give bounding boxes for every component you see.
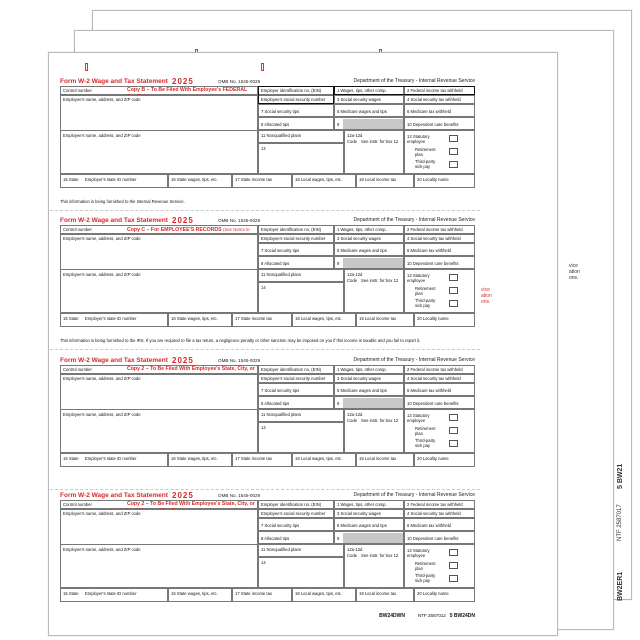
box-12-code-label: Code — [347, 418, 358, 423]
perforation-line — [50, 210, 480, 211]
employee-name-label: Employee's name, address, and ZIP code — [63, 412, 141, 417]
box-12-label: 12a-12d — [347, 133, 363, 138]
department: Department of the Treasury - Internal Revenue Service — [353, 492, 475, 498]
w2-copy-3 — [60, 357, 475, 485]
ssn-box[interactable] — [258, 509, 334, 518]
box-6-label: 6 Medicare tax withheld — [407, 388, 451, 393]
box-17-label: 17 State income tax — [235, 177, 273, 182]
ein-label: Employer identification no. (EIN) — [261, 88, 322, 93]
box-18-label: 18 Local wages, tips, etc. — [295, 591, 343, 596]
box-4[interactable] — [404, 374, 475, 383]
box-16[interactable] — [168, 313, 232, 327]
form-codes — [458, 478, 475, 484]
employer-name-label: Employee's name, address, and ZIP code — [63, 376, 141, 381]
box-18[interactable] — [292, 313, 356, 327]
control-number-label: Control number — [63, 502, 92, 507]
box-16-label: 16 State wages, tips, etc. — [171, 591, 218, 596]
registration-mark — [261, 63, 264, 71]
box-12[interactable] — [344, 409, 404, 453]
box-16[interactable] — [168, 588, 232, 602]
box-6-label: 6 Medicare tax withheld — [407, 248, 451, 253]
box-4-label: 4 Social security tax withheld — [407, 511, 461, 516]
box-3-label: 3 Social security wages — [337, 376, 381, 381]
box-3[interactable] — [334, 509, 404, 518]
box-4[interactable] — [404, 509, 475, 518]
box-19[interactable] — [356, 313, 414, 327]
box-15-label: 15 State — [63, 591, 79, 596]
copy-title-text: Copy B – To Be Filed With Employee's FEDERAL — [127, 87, 248, 93]
form-title: Form W-2 Wage and Tax Statement — [60, 492, 168, 499]
box-4-label: 4 Social security tax withheld — [407, 236, 461, 241]
edge-text-line: ation — [569, 269, 580, 275]
box-4[interactable] — [404, 95, 475, 104]
box-6[interactable] — [404, 383, 475, 396]
box-7-label: 7 Social security tips — [261, 523, 300, 528]
box-9 — [334, 117, 404, 130]
statutory-employee-checkbox[interactable] — [449, 274, 458, 281]
edge-text-line: ons. — [569, 275, 579, 281]
control-number-label: Control number — [63, 88, 92, 93]
retirement-plan-checkbox[interactable] — [449, 148, 458, 155]
box-2-label: 2 Federal income tax withheld — [407, 88, 463, 93]
box-6[interactable] — [404, 104, 475, 117]
box-10-label: 10 Dependent care benefits — [407, 401, 459, 406]
w2-copy-2 — [60, 217, 475, 345]
w2-copy-4 — [60, 492, 475, 620]
form-footer: This information is being furnished to the IRS. If you are required to file a tax return, a negligence penalty or other sanction may be imposed on you if this income is taxable and you fail to report it. — [60, 338, 421, 343]
box-1[interactable] — [334, 365, 404, 374]
box-16[interactable] — [168, 453, 232, 467]
box-13-label: 13 Statutory employee — [407, 134, 430, 144]
retirement-plan-checkbox[interactable] — [449, 287, 458, 294]
box-2[interactable] — [404, 225, 475, 234]
shaded-area — [343, 258, 403, 268]
box-10-label: 10 Dependent care benefits — [407, 122, 459, 127]
ssn-label: Employee's social security number — [261, 376, 326, 381]
box-13 — [404, 130, 475, 174]
box-3[interactable] — [334, 234, 404, 243]
box-5[interactable] — [334, 383, 404, 396]
box-12-code-label: Code — [347, 139, 358, 144]
box-7-label: 7 Social security tips — [261, 388, 300, 393]
state-id-label: Employer's state ID number — [85, 456, 137, 461]
shaded-area — [343, 398, 403, 408]
form-code-right: 5 BW24DN — [449, 613, 475, 619]
box-4-label: 4 Social security tax withheld — [407, 376, 461, 381]
box-20[interactable] — [414, 313, 475, 327]
ein-label: Employer identification no. (EIN) — [261, 227, 322, 232]
box-12-code-label: Code — [347, 278, 358, 283]
omb-number: OMB No. 1545-0029 — [218, 79, 261, 84]
highlight-box — [334, 86, 475, 95]
box-18[interactable] — [292, 174, 356, 188]
box-1[interactable] — [334, 225, 404, 234]
ssn-label: Employee's social security number — [261, 97, 326, 102]
copy-title-text: Copy 2 – To Be Filed With Employee's State, City, or — [127, 366, 255, 372]
omb-number: OMB No. 1545-0029 — [218, 493, 261, 498]
omb-number: OMB No. 1545-0029 — [218, 218, 261, 223]
box-8-label: 8 Allocated tips — [261, 536, 290, 541]
box-15[interactable] — [60, 588, 168, 602]
box-5[interactable] — [334, 518, 404, 531]
employee-name-box[interactable] — [60, 269, 258, 313]
tax-year: 2025 — [172, 356, 194, 365]
shaded-area — [343, 119, 403, 129]
statutory-employee-checkbox[interactable] — [449, 549, 458, 556]
box-16-label: 16 State wages, tips, etc. — [171, 316, 218, 321]
retirement-plan-label: Retirement plan — [415, 561, 436, 571]
box-20-label: 20 Locality name — [417, 591, 449, 596]
box-18[interactable] — [292, 453, 356, 467]
box-5-label: 5 Medicare wages and tips — [337, 248, 387, 253]
box-14-label: 14 — [261, 146, 266, 151]
retirement-plan-label: Retirement plan — [415, 426, 436, 436]
box-12-note: See instr. for box 12 — [361, 278, 399, 283]
form-codes — [379, 613, 475, 619]
tax-year: 2025 — [172, 491, 194, 500]
ssn-box[interactable] — [258, 234, 334, 243]
employee-name-label: Employee's name, address, and ZIP code — [63, 133, 141, 138]
third-party-sick-pay-label: Third-party sick pay — [415, 438, 436, 448]
employer-name-label: Employee's name, address, and ZIP code — [63, 97, 141, 102]
form-codes — [458, 199, 475, 205]
box-7[interactable] — [258, 518, 334, 531]
box-5-label: 5 Medicare wages and tips — [337, 388, 387, 393]
box-19-label: 19 Local income tax — [359, 591, 397, 596]
ntf-code: NTF 2587017 — [617, 504, 623, 541]
edge-text-line: ation — [481, 293, 492, 299]
box-7[interactable] — [258, 383, 334, 396]
retirement-plan-checkbox[interactable] — [449, 427, 458, 434]
box-14[interactable] — [258, 143, 344, 174]
box-8-label: 8 Allocated tips — [261, 401, 290, 406]
ein-box[interactable] — [258, 365, 334, 374]
ssn-label: Employee's social security number — [261, 511, 326, 516]
box-8[interactable] — [258, 531, 334, 544]
box-1-label: 1 Wages, tips, other comp. — [337, 502, 387, 507]
box-12[interactable] — [344, 130, 404, 174]
form-codes — [458, 338, 475, 344]
box-2-label: 2 Federal income tax withheld — [407, 367, 463, 372]
third-party-sick-pay-checkbox[interactable] — [449, 161, 458, 168]
box-17[interactable] — [232, 174, 292, 188]
box-7-label: 7 Social security tips — [261, 248, 300, 253]
perforation-line — [50, 349, 480, 350]
box-15-label: 15 State — [63, 177, 79, 182]
ein-label: Employer identification no. (EIN) — [261, 367, 322, 372]
box-9-label: 9 — [337, 122, 340, 127]
box-12-code-label: Code — [347, 553, 358, 558]
box-1-label: 1 Wages, tips, other comp. — [337, 227, 387, 232]
state-id-label: Employer's state ID number — [85, 591, 137, 596]
box-18-label: 18 Local wages, tips, etc. — [295, 177, 343, 182]
registration-mark — [85, 63, 88, 71]
employee-name-box[interactable] — [60, 130, 258, 174]
box-7-label: 7 Social security tips — [261, 109, 300, 114]
box-3-label: 3 Social security wages — [337, 236, 381, 241]
form-title: Form W-2 Wage and Tax Statement — [60, 217, 168, 224]
box-8-label: 8 Allocated tips — [261, 122, 290, 127]
box-18-label: 18 Local wages, tips, etc. — [295, 456, 343, 461]
tax-year: 2025 — [172, 77, 194, 86]
box-5[interactable] — [334, 104, 404, 117]
box-19-label: 19 Local income tax — [359, 316, 397, 321]
box-17[interactable] — [232, 453, 292, 467]
box-11[interactable] — [258, 409, 344, 422]
box-2[interactable] — [404, 500, 475, 509]
box-15[interactable] — [60, 313, 168, 327]
box-12-label: 12a-12d — [347, 412, 363, 417]
box-13-label: 13 Statutory employee — [407, 273, 430, 283]
box-7[interactable] — [258, 104, 334, 117]
box-1[interactable] — [334, 500, 404, 509]
box-19[interactable] — [356, 453, 414, 467]
box-5-label: 5 Medicare wages and tips — [337, 523, 387, 528]
box-20-label: 20 Locality name — [417, 316, 449, 321]
box-2-label: 2 Federal income tax withheld — [407, 227, 463, 232]
box-18[interactable] — [292, 588, 356, 602]
box-20-label: 20 Locality name — [417, 177, 449, 182]
box-12-label: 12a-12d — [347, 272, 363, 277]
box-17-label: 17 State income tax — [235, 456, 273, 461]
highlight-box — [258, 86, 334, 104]
box-11[interactable] — [258, 130, 344, 143]
box-4[interactable] — [404, 234, 475, 243]
box-20[interactable] — [414, 588, 475, 602]
third-party-sick-pay-checkbox[interactable] — [449, 575, 458, 582]
box-16[interactable] — [168, 174, 232, 188]
box-1-label: 1 Wages, tips, other comp. — [337, 367, 387, 372]
box-19-label: 19 Local income tax — [359, 177, 397, 182]
box-9-label: 9 — [337, 401, 340, 406]
box-6-label: 6 Medicare tax withheld — [407, 523, 451, 528]
box-10[interactable] — [404, 256, 475, 269]
box-13 — [404, 409, 475, 453]
copy-title-text: Copy C – For EMPLOYEE'S RECORDS — [127, 227, 222, 233]
box-16-label: 16 State wages, tips, etc. — [171, 456, 218, 461]
box-12-note: See instr. for box 12 — [361, 139, 399, 144]
box-12[interactable] — [344, 544, 404, 588]
shaded-area — [343, 533, 403, 543]
perforation-line — [50, 489, 480, 490]
ssn-box[interactable] — [258, 374, 334, 383]
box-10-label: 10 Dependent care benefits — [407, 536, 459, 541]
state-id-label: Employer's state ID number — [85, 177, 137, 182]
third-party-sick-pay-label: Third-party sick pay — [415, 298, 436, 308]
third-party-sick-pay-checkbox[interactable] — [449, 300, 458, 307]
department: Department of the Treasury - Internal Revenue Service — [353, 357, 475, 363]
box-2[interactable] — [404, 365, 475, 374]
third-party-sick-pay-label: Third-party sick pay — [415, 159, 436, 169]
department: Department of the Treasury - Internal Revenue Service — [353, 78, 475, 84]
box-11-label: 11 Nonqualified plans — [261, 133, 301, 138]
edge-text-line: vice — [481, 287, 490, 293]
box-11-label: 11 Nonqualified plans — [261, 272, 301, 277]
box-17-label: 17 State income tax — [235, 316, 273, 321]
ein-box[interactable] — [258, 225, 334, 234]
third-party-sick-pay-checkbox[interactable] — [449, 440, 458, 447]
edge-text — [569, 263, 580, 281]
box-15-label: 15 State — [63, 316, 79, 321]
box-10[interactable] — [404, 531, 475, 544]
box-17-label: 17 State income tax — [235, 591, 273, 596]
box-11-label: 11 Nonqualified plans — [261, 412, 301, 417]
box-9-label: 9 — [337, 536, 340, 541]
form-title: Form W-2 Wage and Tax Statement — [60, 78, 168, 85]
box-19[interactable] — [356, 174, 414, 188]
employer-name-label: Employee's name, address, and ZIP code — [63, 511, 141, 516]
box-5-label: 5 Medicare wages and tips — [337, 109, 387, 114]
tax-year: 2025 — [172, 216, 194, 225]
box-14[interactable] — [258, 422, 344, 453]
box-15[interactable] — [60, 453, 168, 467]
box-10[interactable] — [404, 117, 475, 130]
box-16-label: 16 State wages, tips, etc. — [171, 177, 218, 182]
form-code: 5 BW21 — [617, 463, 624, 489]
state-id-label: Employer's state ID number — [85, 316, 137, 321]
form-code: BW2ER1 — [617, 571, 624, 601]
copy-title-text: Copy 2 – To Be Filed With Employee's State, City, or — [127, 501, 255, 507]
box-17[interactable] — [232, 588, 292, 602]
employee-name-label: Employee's name, address, and ZIP code — [63, 547, 141, 552]
box-7[interactable] — [258, 243, 334, 256]
employee-name-box[interactable] — [60, 544, 258, 588]
box-5[interactable] — [334, 243, 404, 256]
box-6[interactable] — [404, 243, 475, 256]
box-18-label: 18 Local wages, tips, etc. — [295, 316, 343, 321]
box-3[interactable] — [334, 95, 404, 104]
form-code-left: BW24DWN — [379, 613, 405, 619]
box-13 — [404, 269, 475, 313]
employee-name-label: Employee's name, address, and ZIP code — [63, 272, 141, 277]
box-3-label: 3 Social security wages — [337, 97, 381, 102]
box-13 — [404, 544, 475, 588]
box-20[interactable] — [414, 453, 475, 467]
box-10-label: 10 Dependent care benefits — [407, 261, 459, 266]
box-9 — [334, 531, 404, 544]
edge-text-line: vice — [569, 263, 578, 269]
control-number-label: Control number — [63, 367, 92, 372]
ntf-code: NTF 2587012 — [417, 613, 446, 618]
box-20[interactable] — [414, 174, 475, 188]
edge-text-line: ons. — [481, 299, 491, 305]
box-12-note: See instr. for box 12 — [361, 418, 399, 423]
retirement-plan-label: Retirement plan — [415, 286, 436, 296]
box-8[interactable] — [258, 396, 334, 409]
box-9 — [334, 256, 404, 269]
form-title: Form W-2 Wage and Tax Statement — [60, 357, 168, 364]
retirement-plan-label: Retirement plan — [415, 147, 436, 157]
box-13-label: 13 Statutory employee — [407, 413, 430, 423]
box-3-label: 3 Social security wages — [337, 511, 381, 516]
box-12-note: See instr. for box 12 — [361, 553, 399, 558]
box-14[interactable] — [258, 557, 344, 588]
box-10[interactable] — [404, 396, 475, 409]
box-15[interactable] — [60, 174, 168, 188]
department: Department of the Treasury - Internal Revenue Service — [353, 217, 475, 223]
ein-box[interactable] — [258, 500, 334, 509]
box-12-label: 12a-12d — [347, 547, 363, 552]
box-14-label: 14 — [261, 425, 266, 430]
statutory-employee-checkbox[interactable] — [449, 414, 458, 421]
box-13-label: 13 Statutory employee — [407, 548, 430, 558]
employee-name-box[interactable] — [60, 409, 258, 453]
box-15-label: 15 State — [63, 456, 79, 461]
third-party-sick-pay-label: Third-party sick pay — [415, 573, 436, 583]
form-footer: This information is being furnished to the Internal Revenue Service. — [60, 199, 185, 204]
box-11[interactable] — [258, 544, 344, 557]
edge-text — [481, 287, 492, 305]
box-9-label: 9 — [337, 261, 340, 266]
box-6[interactable] — [404, 518, 475, 531]
box-9 — [334, 396, 404, 409]
box-8[interactable] — [258, 256, 334, 269]
box-11-label: 11 Nonqualified plans — [261, 547, 301, 552]
retirement-plan-checkbox[interactable] — [449, 562, 458, 569]
box-3[interactable] — [334, 374, 404, 383]
box-20-label: 20 Locality name — [417, 456, 449, 461]
box-8-label: 8 Allocated tips — [261, 261, 290, 266]
statutory-employee-checkbox[interactable] — [449, 135, 458, 142]
employer-name-label: Employee's name, address, and ZIP code — [63, 236, 141, 241]
box-14[interactable] — [258, 282, 344, 313]
omb-number: OMB No. 1545-0029 — [218, 358, 261, 363]
ssn-label: Employee's social security number — [261, 236, 326, 241]
ein-label: Employer identification no. (EIN) — [261, 502, 322, 507]
box-14-label: 14 — [261, 560, 266, 565]
box-19-label: 19 Local income tax — [359, 456, 397, 461]
box-8[interactable] — [258, 117, 334, 130]
box-6-label: 6 Medicare tax withheld — [407, 109, 451, 114]
box-14-label: 14 — [261, 285, 266, 290]
box-19[interactable] — [356, 588, 414, 602]
box-17[interactable] — [232, 313, 292, 327]
box-4-label: 4 Social security tax withheld — [407, 97, 461, 102]
box-11[interactable] — [258, 269, 344, 282]
control-number-label: Control number — [63, 227, 92, 232]
box-12[interactable] — [344, 269, 404, 313]
box-2-label: 2 Federal income tax withheld — [407, 502, 463, 507]
copy-note: (See Notice to — [223, 227, 250, 232]
box-1-label: 1 Wages, tips, other comp. — [337, 88, 387, 93]
